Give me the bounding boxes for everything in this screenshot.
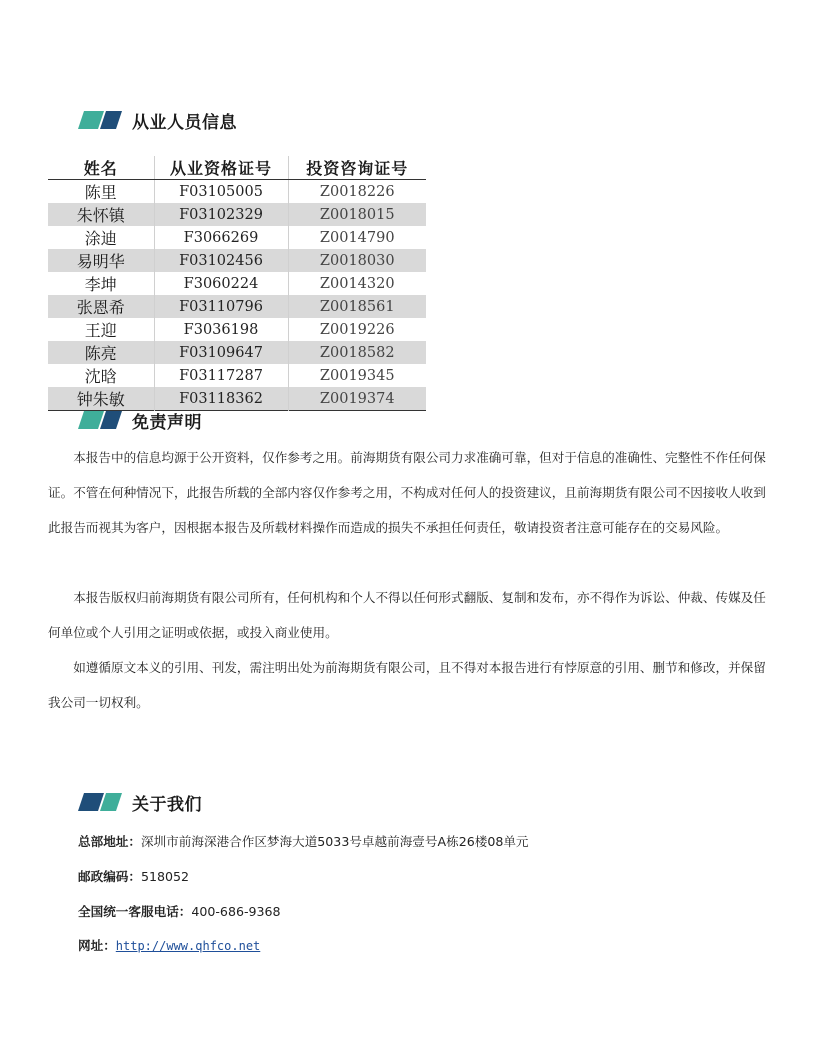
website-link[interactable]: http://www.qhfco.net [115,939,261,953]
staff-name: 陈里 [48,180,154,204]
staff-cert-no: F3060224 [154,272,288,295]
staff-invest-no: Z0019226 [319,321,395,338]
section-bars-icon [78,111,122,129]
table-row [48,318,426,341]
staff-name: 王迎 [48,318,154,341]
staff-invest-no: Z0014320 [319,275,395,292]
address-label: 总部地址： [78,834,141,849]
table-row [48,364,426,387]
table-row [48,295,426,318]
staff-name: 易明华 [48,249,154,272]
section-header-staff [78,108,237,132]
hotline-label: 全国统一客服电话： [78,904,192,919]
table-row [48,249,426,272]
staff-invest-no: Z0014790 [319,229,395,246]
contact-hotline [78,901,281,920]
disclaimer-paragraph: 本报告版权归前海期货有限公司所有，任何机构和个人不得以任何形式翻版、复制和发布，亦不得作为诉讼、仲裁、传媒及任何单位或个人引用之证明或依据，或投入商业使用。 [48,590,766,640]
staff-invest-no: Z0018226 [319,183,395,200]
staff-name: 沈晗 [48,364,154,387]
col-header-cert: 从业资格证号 [154,156,288,180]
disclaimer-paragraph: 如遵循原文本义的引用、刊发，需注明出处为前海期货有限公司，且不得对本报告进行有悖原意的引用、删节和修改，并保留我公司一切权利。 [48,660,766,710]
hotline-value: 400-686-9368 [191,904,281,919]
staff-invest-no: Z0019345 [319,367,395,384]
staff-invest-no: Z0018582 [288,341,426,364]
staff-table [48,156,426,411]
staff-cert-no: F3066269 [154,226,288,249]
contact-postcode [78,866,189,885]
staff-cert-no: F03105005 [154,180,288,204]
col-header-invest: 投资咨询证号 [288,156,426,180]
section-header-disclaimer [78,408,202,432]
staff-cert-no: F3036198 [154,318,288,341]
section-bars-icon [78,793,122,811]
table-row [48,180,426,204]
staff-cert-no: F03117287 [154,364,288,387]
staff-name: 张恩希 [48,295,154,318]
contact-address [78,831,529,850]
table-row [48,226,426,249]
address-value: 深圳市前海深港合作区梦海大道5033号卓越前海壹号A栋26楼08单元 [140,834,529,849]
section-header-about [78,790,202,814]
table-row [48,387,426,411]
staff-cert-no: F03110796 [154,295,288,318]
table-row [48,341,426,364]
section-title: 免责声明 [132,412,202,433]
staff-cert-no: F03118362 [154,387,288,411]
staff-name: 钟朱敏 [48,387,154,411]
staff-name: 李坤 [48,272,154,295]
postcode-value: 518052 [140,869,190,884]
website-label: 网址： [78,938,116,953]
staff-name: 陈亮 [48,341,154,364]
col-header-name: 姓名 [48,156,154,180]
staff-name: 朱怀镇 [48,203,154,226]
section-title: 从业人员信息 [132,112,237,133]
staff-name: 涂迪 [48,226,154,249]
section-title: 关于我们 [132,794,202,815]
staff-invest-no: Z0018030 [288,249,426,272]
staff-invest-no: Z0019374 [288,387,426,411]
postcode-label: 邮政编码： [78,869,141,884]
table-row [48,203,426,226]
table-row [48,272,426,295]
section-bars-icon [78,411,122,429]
staff-cert-no: F03109647 [154,341,288,364]
table-header-row [48,156,426,180]
staff-cert-no: F03102329 [154,203,288,226]
staff-invest-no: Z0018561 [288,295,426,318]
staff-cert-no: F03102456 [154,249,288,272]
staff-invest-no: Z0018015 [288,203,426,226]
contact-website [78,935,260,954]
disclaimer-paragraph: 本报告中的信息均源于公开资料，仅作参考之用。前海期货有限公司力求准确可靠，但对于信息的准确性、完整性不作任何保证。不管在何种情况下，此报告所载的全部内容仅作参考之用，不构成对任何人的投资建议，且前海期货有限公司不因接收人收到此报告而视其为客户，因根据本报告及所载材料操作而造成的损失不承担任何责任，敬请投资者注意可能存在的交易风险。 [48,450,766,535]
